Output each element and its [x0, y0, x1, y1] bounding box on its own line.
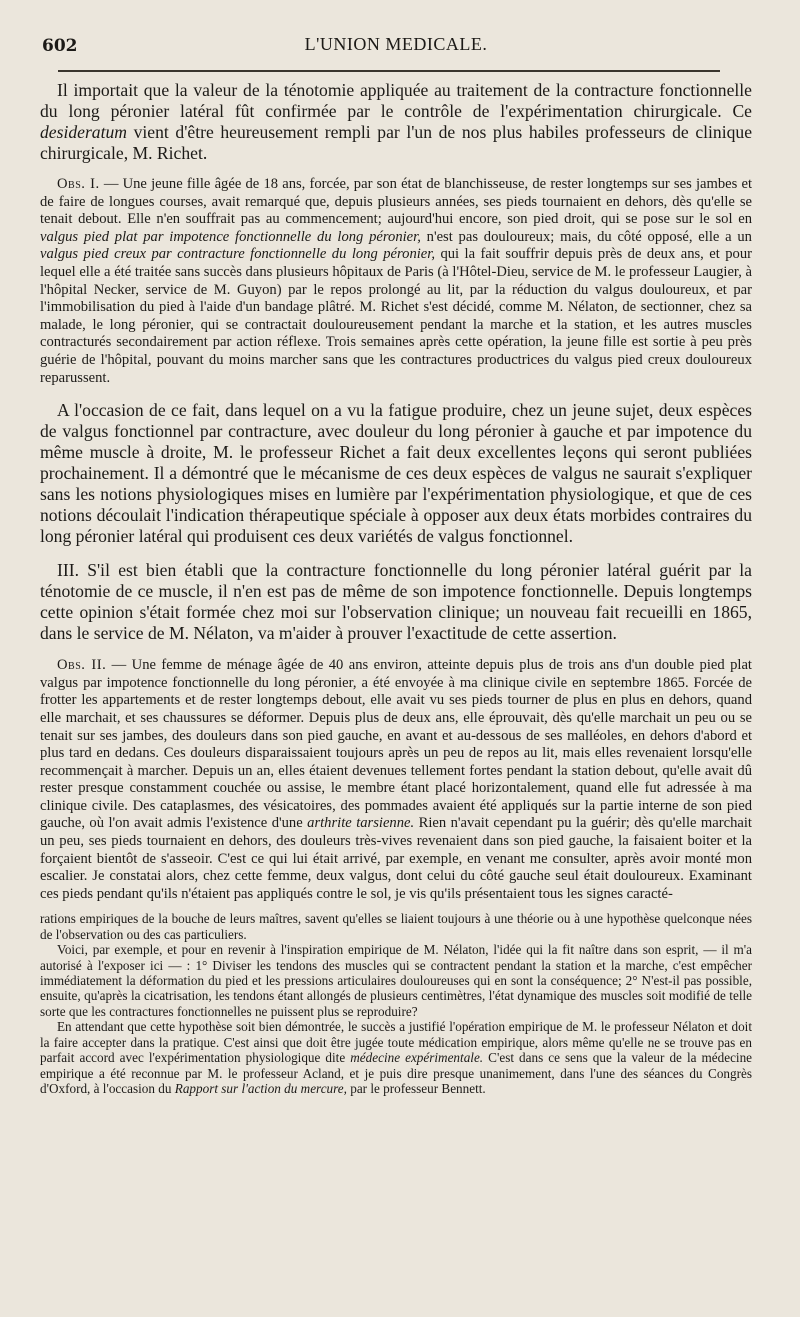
footnote-continued: rations empiriques de la bouche de leurs maîtres, savent qu'elles se liaient toujours à une théorie ou à une hypothèse quelconque nées de l'observation ou des cas particuliers.: [40, 911, 752, 942]
footnote-paragraph: Voici, par exemple, et pour en revenir à l'inspiration empirique de M. Nélaton, l'idée qui la fit naître dans son esprit, — il m'a autorisé à l'exposer ici — : 1° Diviser les tendons des muscles qui se contractent pendant la station et la marche, c'est empêcher immédiatement la déformation du pied et les pressions articulaires douloureuses qui en sont la conséquence; 2° N'est-il pas possible, ensuite, qu'après la cicatrisation, les tendons étant allongés de plusieurs centimètres, l'état dynamique des muscles soit modifié de telle sorte que les contractures fonctionnelles ne puissent plus se reproduire?: [40, 942, 752, 1019]
running-title: L'UNION MEDICALE.: [304, 34, 488, 54]
observation-1: [40, 176, 752, 387]
emphasis: arthrite tarsienne.: [307, 815, 415, 832]
paragraph-richet: A l'occasion de ce fait, dans lequel on a vu la fatigue produire, chez un jeune sujet, deux espèces de valgus fonctionnel par contracture, avec douleur du long péronier à gauche et par impotence du même muscle à droite, M. le professeur Richet a fait deux excellentes leçons qui seront publiées prochainement. Il a démontré que le mécanisme de ces deux espèces de valgus ne saurait s'expliquer sans les notions physiologiques mises en lumière par l'expérimentation physiologique, et que de ces notions découlait l'indication thérapeutique spéciale à opposer aux deux états morbides contraires du long péronier latéral qui produisent ces deux variétés de valgus fonctionnel.: [40, 400, 752, 547]
emphasis: valgus pied creux par contracture fonctionnelle du long péronier,: [40, 246, 435, 263]
observation-2: [40, 657, 752, 903]
text: vient d'être heureusement rempli par l'un de nos plus habiles professeurs de clinique chirurgicale, M. Richet.: [40, 122, 753, 163]
text: C'est dans ce sens que la valeur de la médecine empirique a été reconnue par M. le professeur Acland, et je puis dire presque unanimement, dans l'une des séances du Congrès d'Oxford, à l'occasion du: [40, 1050, 753, 1096]
header-rule: [58, 70, 720, 72]
emphasis: desideratum: [40, 122, 127, 142]
article-body: [40, 76, 752, 1096]
observation-label: Obs. I.: [57, 176, 100, 192]
emphasis: valgus pied plat par impotence fonctionnelle du long péronier,: [40, 228, 421, 245]
paragraph-intro: [40, 76, 752, 164]
emphasis: médecine expérimentale.: [350, 1050, 484, 1066]
observation-label: Obs. II.: [57, 657, 107, 674]
text: Il importait que la valeur de la ténotomie appliquée au traitement de la contracture fonctionnelle du long péronier latéral fût confirmée par le contrôle de l'expérimentation chirurgicale. Ce: [40, 80, 752, 121]
text: par le professeur Bennett.: [350, 1080, 486, 1096]
text: — Une jeune fille âgée de 18 ans, forcée, par son état de blanchisseuse, de rester longtemps sur ses jambes et de faire de longues courses, avait remarqué que, depuis plusieurs années, ses pieds tournaient en dehors, dès qu'elle se tenait debout. Elle n'en souffrait pas au commencement; aujourd'hui encore, son pied droit, qui se pose sur le sol en: [40, 176, 752, 228]
footnote-paragraph: [40, 1019, 752, 1096]
text: Rien n'avait cependant pu la guérir; dès qu'elle marchait un peu, ses pieds tournaient en dehors, des douleurs très-vives revenaient dans son pied gauche, la faisaient boiter et la forçaient bientôt de s'asseoir. C'est ce qui lui était arrivé, par exemple, en venant me consulter, après avoir monté mon escalier. Je constatai alors, chez cette femme, deux valgus, dont celui du côté gauche seul était douloureux. Examinant ces pieds pendant qu'ils n'étaient pas appliqués contre le sol, je vis qu'ils présentaient tous les signes caracté-: [40, 815, 752, 902]
text: En attendant que cette hypothèse soit bien démontrée, le succès a justifié l'opération empirique de M. le professeur Nélaton et doit la faire accepter dans la pratique. C'est ainsi que doit être jugée toute médication empirique, alors même qu'elle ne se trouve pas en parfait accord avec l'expérimentation physiologique dite: [40, 1019, 752, 1066]
page-number: 602: [42, 36, 78, 56]
page-header: [42, 32, 750, 64]
text: — Une femme de ménage âgée de 40 ans environ, atteinte depuis plus de trois ans d'un double pied plat valgus par impotence fonctionnelle du long péronier, a été envoyée à ma clinique civile en septembre 1865. Forcée de frotter les appartements et de rester longtemps debout, elle avait vu ses pieds tourner de plus en plus en dehors, quand elle marchait, et ses chaussures se déformer. Depuis plus de deux ans, elle éprouvait, dès qu'elle marchait un peu ou se tenait sur ses jambes, des douleurs dans son pied gauche, en avant et au-dessous de ses malléoles, en dehors d'abord et plus tard en dedans. Ces douleurs disparaissaient toujours après un peu de repos au lit, mais elles revenaient lorsqu'elle recommençait à marcher. Depuis un an, elles étaient devenues tellement fortes pendant la station debout, qu'elle avait dû rester presque constamment couchée ou assise, le membre étant placé horizontalement, quand elle fut adressée à ma clinique civile. Des cataplasmes, des vésicatoires, des pommades avaient été appliqués sur la partie interne de son pied gauche, où l'on avait admis l'existence d'une: [40, 657, 752, 832]
emphasis: Rapport sur l'action du mercure,: [174, 1080, 347, 1096]
text: n'est pas douloureux; mais, du côté opposé, elle a un: [426, 228, 752, 245]
text: qui la fait souffrir depuis près de deux ans, et pour lequel elle a été traitée sans succès dans plusieurs hôpitaux de Paris (à l'Hôtel-Dieu, service de M. le professeur Laugier, à l'hôpital Necker, service de M. Guyon) par le repos prolongé au lit, par la réduction du valgus douloureux, et par l'immobilisation du pied à l'aide d'un bandage plâtré. M. Richet s'est décidé, comme M. Nélaton, de sectionner, chez sa malade, le long péronier, qui se contractait douloureusement pendant la marche et la station, et les autres muscles contracturés secondairement par action réflexe. Trois semaines après cette opération, la jeune fille est sortie à peu près guérie de l'hôpital, pouvant du moins marcher sans que les contractures productrices du valgus pied creux douloureux reparussent.: [40, 246, 752, 386]
paragraph-section-3: III. S'il est bien établi que la contracture fonctionnelle du long péronier latéral guérit par la ténotomie de ce muscle, il n'en est pas de même de son impotence fonctionnelle. Depuis longtemps cette opinion s'était formée chez moi sur l'observation clinique; un nouveau fait recueilli en 1865, dans le service de M. Nélaton, va m'aider à prouver l'exactitude de cette assertion.: [40, 560, 752, 644]
